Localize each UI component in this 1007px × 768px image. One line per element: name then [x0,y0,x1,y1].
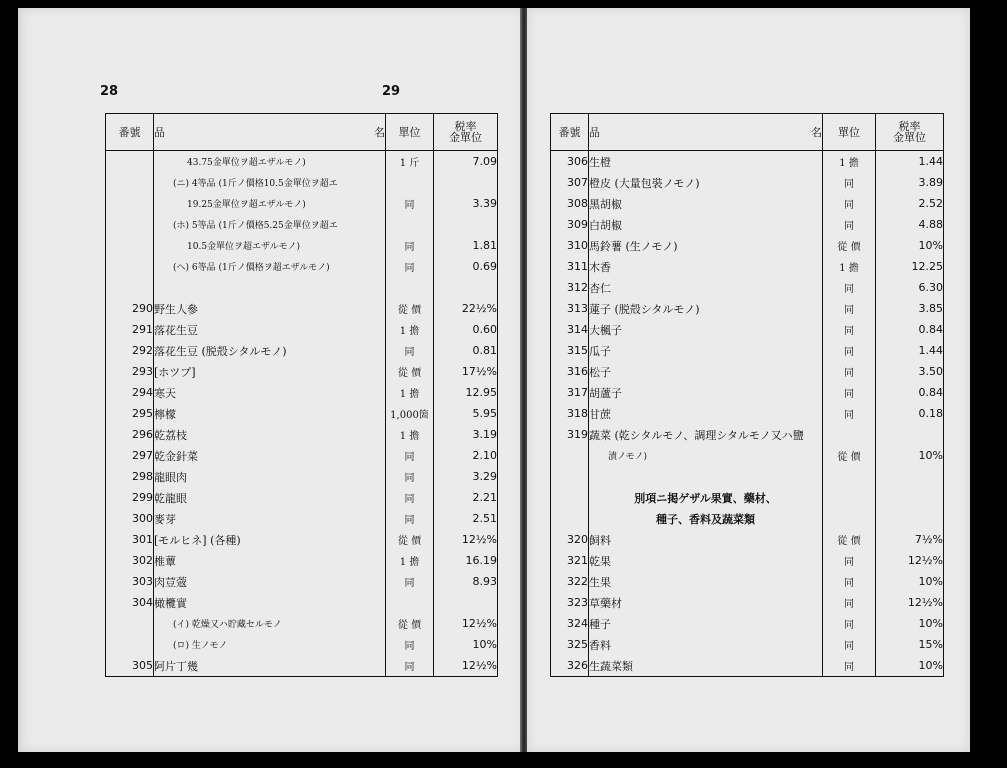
row-unit: 1 斤 [386,151,434,173]
row-unit: 同 [386,466,434,487]
table-row [106,382,498,403]
row-item-name: [ホツプ] [154,361,386,382]
table-row [551,550,944,571]
table-row [551,382,944,403]
table-row [106,256,498,277]
row-unit: 同 [386,487,434,508]
header-name-a: 品 [589,126,600,139]
row-number: 297 [106,445,154,466]
row-unit: 從 價 [386,298,434,319]
table-row [551,655,944,677]
row-unit: 從 價 [386,613,434,634]
row-rate: 3.19 [434,424,498,445]
row-unit [386,592,434,613]
table-row [106,445,498,466]
row-unit: 同 [823,298,876,319]
row-item-name: 松子 [589,361,823,382]
row-rate: 6.30 [876,277,944,298]
row-item-name: (ロ) 生ノモノ [154,634,386,655]
row-unit: 同 [823,382,876,403]
row-number: 309 [551,214,589,235]
row-number: 300 [106,508,154,529]
row-unit: 1 擔 [386,382,434,403]
row-rate: 3.89 [876,172,944,193]
row-rate: 3.39 [434,193,498,214]
row-item-name: (へ) 6等品 (1斤ノ價格ヲ超エザルモノ) [154,256,386,277]
row-rate: 12½% [876,550,944,571]
table-row [551,361,944,382]
table-row [551,508,944,529]
right-page-number: 29 [382,84,401,99]
table-row [551,214,944,235]
row-number [106,613,154,634]
row-item-name: 乾果 [589,550,823,571]
row-unit: 同 [823,193,876,214]
row-number: 303 [106,571,154,592]
row-item-name: 馬鈴薯 (生ノモノ) [589,235,823,256]
row-item-name: 43.75金單位ヲ超エザルモノ) [154,151,386,173]
row-item-name: 蔬菜 (乾シタルモノ、調理シタルモノ又ハ鹽 [589,424,823,445]
row-number: 322 [551,571,589,592]
table-row [106,508,498,529]
table-row [106,214,498,235]
row-item-name: 乾金針菜 [154,445,386,466]
row-number: 293 [106,361,154,382]
row-number: 319 [551,424,589,445]
row-number: 315 [551,340,589,361]
row-rate [434,172,498,193]
row-number: 321 [551,550,589,571]
row-item-name: 白胡椒 [589,214,823,235]
row-unit: 同 [823,172,876,193]
row-unit: 從 價 [386,361,434,382]
table-row [106,550,498,571]
row-item-name: 香料 [589,634,823,655]
row-number: 304 [106,592,154,613]
row-unit: 同 [386,571,434,592]
row-item-name: 10.5金單位ヲ超エザルモノ) [154,235,386,256]
row-unit: 同 [823,550,876,571]
row-number [106,193,154,214]
row-unit: 從 價 [823,235,876,256]
row-rate: 8.93 [434,571,498,592]
row-item-name: 龍眼肉 [154,466,386,487]
row-rate: 1.44 [876,340,944,361]
row-item-name: 黑胡椒 [589,193,823,214]
row-unit [823,487,876,508]
table-row [106,403,498,424]
row-rate: 0.81 [434,340,498,361]
row-unit: 同 [823,571,876,592]
row-unit: 同 [386,655,434,677]
row-item-name [154,277,386,298]
table-row [106,571,498,592]
row-unit: 1,000箇 [386,403,434,424]
header-name-b: 名 [374,126,385,139]
row-item-name: 杏仁 [589,277,823,298]
header-rate: 税率 金單位 [434,114,498,151]
row-rate: 10% [876,655,944,677]
table-row [106,613,498,634]
row-rate: 15% [876,634,944,655]
row-item-name: 種子、香料及蔬菜類 [589,508,823,529]
table-row [106,592,498,613]
table-row [106,466,498,487]
row-number [106,256,154,277]
row-number: 324 [551,613,589,634]
row-unit: 同 [386,508,434,529]
row-item-name: 麥芽 [154,508,386,529]
table-row [106,529,498,550]
row-number [551,445,589,466]
row-item-name: 乾荔枝 [154,424,386,445]
row-rate: 10% [876,445,944,466]
row-unit: 1 擔 [386,424,434,445]
row-unit: 同 [823,340,876,361]
row-unit [386,172,434,193]
row-unit: 同 [823,277,876,298]
row-rate: 12½% [434,529,498,550]
row-rate: 0.60 [434,319,498,340]
row-unit [386,277,434,298]
row-item-name: 漬ノモノ) [589,445,823,466]
row-unit: 同 [823,613,876,634]
row-number [106,214,154,235]
row-number: 314 [551,319,589,340]
row-item-name: 落花生豆 [154,319,386,340]
row-number: 323 [551,592,589,613]
right-table-body [551,151,944,677]
row-rate: 1.44 [876,151,944,173]
row-unit [386,214,434,235]
table-row [106,424,498,445]
row-number: 290 [106,298,154,319]
row-unit: 1 擔 [386,550,434,571]
header-name-b: 名 [811,126,822,139]
row-number: 306 [551,151,589,173]
row-rate: 22½% [434,298,498,319]
row-item-name: 大楓子 [589,319,823,340]
header-unit: 單位 [823,114,876,151]
row-unit: 同 [823,634,876,655]
table-row [551,571,944,592]
row-unit: 從 價 [823,445,876,466]
row-rate: 3.29 [434,466,498,487]
row-number: 292 [106,340,154,361]
row-rate: 12½% [876,592,944,613]
row-unit: 同 [386,256,434,277]
row-unit: 同 [823,319,876,340]
left-table-header-row [106,114,498,151]
row-number: 313 [551,298,589,319]
row-item-name: 胡蘆子 [589,382,823,403]
row-number [106,634,154,655]
row-rate: 12.95 [434,382,498,403]
row-item-name: 瓜子 [589,340,823,361]
row-item-name: 種子 [589,613,823,634]
row-number: 291 [106,319,154,340]
row-unit: 從 價 [386,529,434,550]
row-unit: 1 擔 [823,256,876,277]
row-item-name: 野生人參 [154,298,386,319]
table-row [551,592,944,613]
row-item-name: (ホ) 5等品 (1斤ノ價格5.25金單位ヲ超エ [154,214,386,235]
row-rate [434,214,498,235]
left-page-number: 28 [100,84,119,99]
row-number: 307 [551,172,589,193]
row-unit: 1 擔 [386,319,434,340]
row-item-name: 橄欖實 [154,592,386,613]
row-item-name: 草藥材 [589,592,823,613]
row-rate: 0.84 [876,382,944,403]
table-row [106,277,498,298]
row-item-name: 生蔬菜類 [589,655,823,677]
row-rate [434,592,498,613]
row-rate: 12½% [434,655,498,677]
row-number: 296 [106,424,154,445]
row-unit: 1 擔 [823,151,876,173]
row-rate [876,508,944,529]
row-number [106,235,154,256]
row-item-name: 飼料 [589,529,823,550]
row-rate: 17½% [434,361,498,382]
row-number: 305 [106,655,154,677]
row-number: 298 [106,466,154,487]
row-rate: 10% [434,634,498,655]
table-row [551,634,944,655]
row-unit: 從 價 [823,529,876,550]
row-unit: 同 [386,193,434,214]
table-row [106,319,498,340]
row-item-name: 落花生豆 (脱殻シタルモノ) [154,340,386,361]
row-number: 325 [551,634,589,655]
row-rate [434,277,498,298]
table-row [106,235,498,256]
row-rate: 0.18 [876,403,944,424]
row-unit [823,508,876,529]
header-unit: 單位 [386,114,434,151]
row-item-name: 橙皮 (大量包裝ノモノ) [589,172,823,193]
header-item-name [154,114,386,151]
row-unit: 同 [386,235,434,256]
row-number: 311 [551,256,589,277]
row-number: 299 [106,487,154,508]
row-rate: 0.84 [876,319,944,340]
row-item-name: 椎蕈 [154,550,386,571]
row-item-name: 別項ニ掲ゲザル果實、藥材、 [589,487,823,508]
row-number [106,277,154,298]
header-number: 番號 [551,114,589,151]
table-row [106,151,498,173]
table-row [551,466,944,487]
row-number: 317 [551,382,589,403]
row-number: 301 [106,529,154,550]
row-rate [876,487,944,508]
row-rate: 4.88 [876,214,944,235]
row-item-name: [モルヒネ] (各種) [154,529,386,550]
row-rate: 7.09 [434,151,498,173]
row-rate: 0.69 [434,256,498,277]
table-row [551,256,944,277]
row-item-name: 生橙 [589,151,823,173]
row-item-name: (イ) 乾燥又ハ貯藏セルモノ [154,613,386,634]
row-rate: 7½% [876,529,944,550]
row-number: 326 [551,655,589,677]
row-rate: 12½% [434,613,498,634]
row-number: 312 [551,277,589,298]
row-number: 302 [106,550,154,571]
table-row [106,361,498,382]
row-number [551,487,589,508]
table-row [106,634,498,655]
row-item-name: 阿片丁幾 [154,655,386,677]
table-row [106,340,498,361]
row-number: 320 [551,529,589,550]
right-table-header-row [551,114,944,151]
table-row [106,193,498,214]
row-number: 316 [551,361,589,382]
row-item-name: 乾龍眼 [154,487,386,508]
table-row [551,319,944,340]
row-number [106,151,154,173]
row-unit: 同 [823,214,876,235]
row-item-name: 寒天 [154,382,386,403]
table-row [551,151,944,173]
row-rate [876,466,944,487]
row-number: 310 [551,235,589,256]
row-unit [823,466,876,487]
row-unit: 同 [823,592,876,613]
table-row [551,235,944,256]
header-item-name [589,114,823,151]
row-item-name: 生果 [589,571,823,592]
row-number [551,466,589,487]
table-row [551,193,944,214]
row-unit [823,424,876,445]
header-rate: 税率 金單位 [876,114,944,151]
row-rate: 3.50 [876,361,944,382]
table-row [551,445,944,466]
row-number: 295 [106,403,154,424]
row-number: 294 [106,382,154,403]
row-unit: 同 [386,634,434,655]
table-row [551,424,944,445]
table-row [551,277,944,298]
row-rate: 2.21 [434,487,498,508]
table-row [551,403,944,424]
row-number [106,172,154,193]
table-row [551,613,944,634]
row-item-name: (ニ) 4等品 (1斤ノ價格10.5金單位ヲ超エ [154,172,386,193]
row-item-name: 檸檬 [154,403,386,424]
table-row [106,487,498,508]
left-table-body [106,151,498,677]
table-row [106,172,498,193]
row-rate: 12.25 [876,256,944,277]
row-rate [876,424,944,445]
row-rate: 16.19 [434,550,498,571]
row-item-name: 蓮子 (脱殻シタルモノ) [589,298,823,319]
row-rate: 5.95 [434,403,498,424]
row-number: 308 [551,193,589,214]
right-tariff-table [550,113,944,677]
row-rate: 1.81 [434,235,498,256]
row-unit: 同 [823,403,876,424]
row-unit: 同 [823,361,876,382]
row-unit: 同 [386,340,434,361]
row-item-name: 肉荳蔲 [154,571,386,592]
row-rate: 10% [876,613,944,634]
row-number [551,508,589,529]
row-item-name: 甘蔗 [589,403,823,424]
header-number: 番號 [106,114,154,151]
row-rate: 2.10 [434,445,498,466]
table-row [551,487,944,508]
row-rate: 2.52 [876,193,944,214]
table-row [551,529,944,550]
left-tariff-table [105,113,498,677]
row-item-name [589,466,823,487]
row-number: 318 [551,403,589,424]
row-rate: 2.51 [434,508,498,529]
table-row [551,340,944,361]
row-unit: 同 [823,655,876,677]
table-row [551,298,944,319]
row-rate: 10% [876,571,944,592]
table-row [551,172,944,193]
row-rate: 10% [876,235,944,256]
row-item-name: 木香 [589,256,823,277]
header-name-a: 品 [154,126,165,139]
table-row [106,298,498,319]
row-item-name: 19.25金單位ヲ超エザルモノ) [154,193,386,214]
table-row [106,655,498,677]
row-unit: 同 [386,445,434,466]
row-rate: 3.85 [876,298,944,319]
